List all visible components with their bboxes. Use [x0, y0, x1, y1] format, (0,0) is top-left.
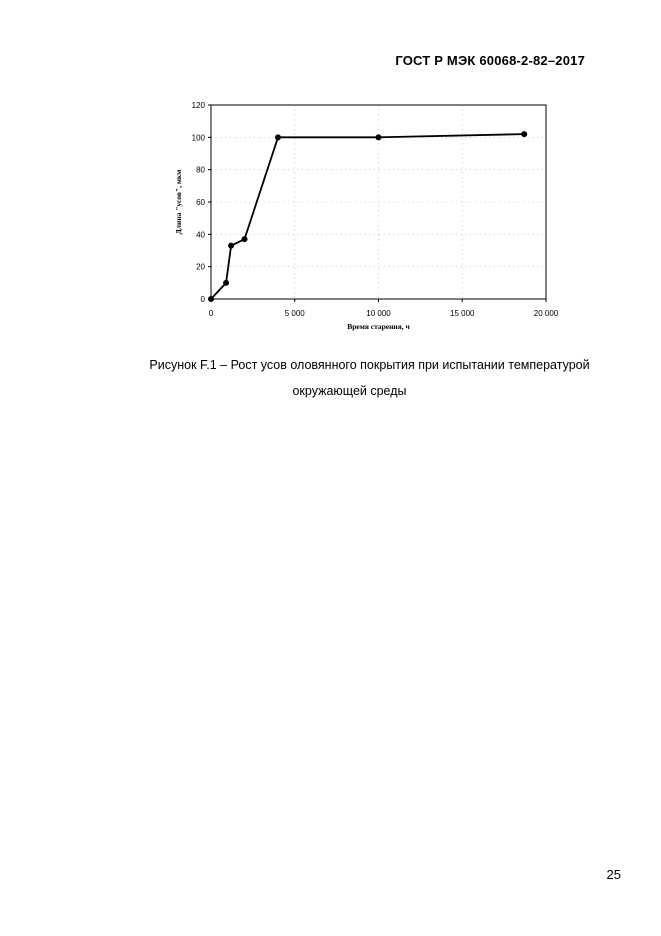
x-tick-label: 10 000	[366, 309, 391, 318]
y-tick-label: 20	[196, 262, 205, 272]
y-tick-label: 60	[196, 198, 205, 207]
series-line	[211, 134, 524, 299]
series-line-group	[208, 131, 527, 302]
y-tick-label: 100	[191, 133, 205, 143]
y-tick-label: 0	[200, 295, 205, 304]
data-point	[275, 134, 281, 140]
data-point	[208, 296, 214, 302]
figure-caption-line-2: окружающей среды	[292, 384, 407, 398]
data-point	[521, 131, 527, 137]
x-tick-label: 5 000	[284, 309, 305, 318]
x-tick-label: 20 000	[533, 309, 559, 318]
whisker-growth-chart	[0, 0, 661, 340]
document-header: ГОСТ Р МЭК 60068-2-82–2017	[395, 53, 585, 68]
data-point	[242, 236, 248, 242]
y-tick-label: 40	[196, 230, 205, 240]
data-point	[376, 134, 382, 140]
y-tick-label: 120	[191, 101, 205, 110]
x-tick-label: 15 000	[450, 309, 475, 318]
figure-caption-line-1: Рисунок F.1 – Рост усов оловянного покрытия при испытании температурой	[149, 358, 590, 372]
x-tick-label: 0	[208, 309, 214, 318]
x-axis-ticks	[209, 299, 559, 318]
data-point	[228, 243, 234, 249]
y-tick-label: 80	[196, 165, 205, 175]
page-number: 25	[606, 867, 621, 882]
y-axis-ticks	[192, 101, 211, 304]
data-point	[223, 280, 229, 286]
x-axis-title: Время старения, ч	[347, 322, 410, 331]
y-axis-title: Длина "усов", мкм	[174, 169, 183, 235]
